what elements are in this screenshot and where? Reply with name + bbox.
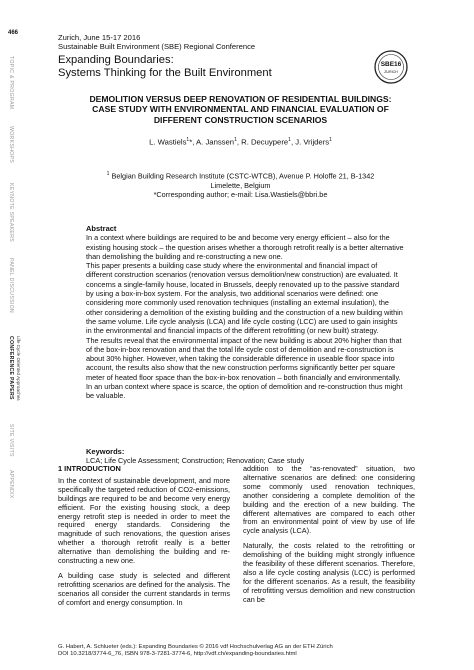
paper-title <box>58 94 423 125</box>
author-separator: *, <box>189 137 197 147</box>
footer-doi: DOI 10.3218/3774-6_76, ISBN 978-3-7281-3774-6, http://vdf.ch/expanding-boundaries.html <box>58 651 297 657</box>
keywords-section <box>86 447 404 466</box>
author-name: L. Wastiels <box>149 137 187 147</box>
introduction-right-column <box>243 465 415 611</box>
author-name: J. Vrijders <box>295 137 330 147</box>
abstract-heading: Abstract <box>86 224 117 233</box>
author-affil-mark: 1 <box>186 137 190 143</box>
introduction-left-column <box>58 465 230 614</box>
author-separator: , <box>290 137 296 147</box>
abstract-paragraph: In a context where buildings are required to be and become very energy efficient – also for the existing housing stock – the question arises whether a thorough retrofit really is a better alternative than demolishing the building and re-constructing a new one. <box>86 233 404 261</box>
side-nav-panel-discussion[interactable]: PANEL DISCUSSION <box>8 258 14 313</box>
page-footer <box>58 644 333 658</box>
body-paragraph: In the context of sustainable development, and more specifically the targeted reduction of CO2-emissions, buildings are required to be and become very energy efficient. For the existing housing stock, a deep energy retrofit step is needed in order to meet the required energy standards. Considering the magnitude of such renovations, the question arises whether a thorough retrofit really is a better alternative than demolishing the building and re-constructing a new one. <box>58 475 230 566</box>
conference-subtheme: Systems Thinking for the Built Environment <box>58 67 272 79</box>
side-navigation <box>0 0 44 670</box>
author-affil-mark: 1 <box>288 137 291 143</box>
side-nav-workshops[interactable]: WORKSHOPS <box>8 126 14 163</box>
affiliation-line: Limelette, Belgium <box>210 180 271 190</box>
keywords-text: LCA; Life Cycle Assessment; Construction; Renovation; Case study <box>86 456 305 466</box>
author-name: R. Decuypere <box>241 137 289 147</box>
abstract-paragraph: This paper presents a building case study where the environmental and financial impact of different construction scenarios (renovation versus demolition/new construction) are evaluated. It concerns a single-family house, located in Brussels, deeply renovated up to the passive standard by using a box-in-box system. For the analysis, two additional scenarios were defined: one considering more commonly used renovation techniques (installing an external insulation), the other considering a demolition of the existing building and the construction of a new building within the same volume. Life cycle analysis (LCA) and life cycle costing (LCC) are used to gain insights in the environmental and financial impacts of the different retrofitting (or new built) strategy. <box>86 261 403 336</box>
footer-citation: G. Habert, A. Schlueter (eds.): Expanding Boundaries © 2016 vdf Hochschulverlag AG an der ETH Zürich <box>58 644 333 650</box>
side-nav-appendix[interactable]: APPENDIX <box>8 470 14 499</box>
author-name: A. Janssen <box>196 137 235 147</box>
affiliation-mark: 1 <box>106 171 110 177</box>
paper-authors <box>58 137 423 147</box>
author-affil-mark: 1 <box>329 137 332 143</box>
title-line: DIFFERENT CONSTRUCTION SCENARIOS <box>153 114 328 125</box>
side-nav-site-visits[interactable]: SITE VISITS <box>8 424 14 457</box>
logo-text-main: SBE16 <box>380 61 402 68</box>
body-paragraph: Naturally, the costs related to the retrofitting or demolishing of the building might strongly influence the feasibility of these different scenarios. Therefore, also a life cycle costing analysis (LCC) is performed for the different scenarios. As a result, the feasibility of retrofitting versus demolition and new construction can be <box>243 541 415 604</box>
side-nav-conference-papers[interactable]: CONFERENCE PAPERS <box>8 336 14 400</box>
side-nav-sub-label: Life Cycle Oriented Approaches <box>16 336 21 401</box>
keywords-heading: Keywords: <box>86 447 125 456</box>
title-line: DEMOLITION VERSUS DEEP RENOVATION OF RESIDENTIAL BUILDINGS: <box>89 94 392 104</box>
side-nav-keynote-speakers[interactable]: KEYNOTE SPEAKERS <box>8 183 14 242</box>
sbe16-logo <box>374 50 408 84</box>
conference-header <box>58 33 368 80</box>
side-nav-topic-program[interactable]: TOPIC & PROGRAM <box>8 56 14 110</box>
body-paragraph: A building case study is selected and different retrofitting scenarios are defined for the analysis. The scenarios all consider the current standards in terms of comfort and energy consumption. In <box>58 570 230 607</box>
abstract-paragraph: The results reveal that the environmental impact of the new building is about 20% higher than that of the box-in-box renovation and that the total life cycle cost of demolition and re-construction is about 30% higher. However, when taking the considerable difference in useable floor space into account, the results also show that the new construction performs significantly better per square meter of heated floor space than the box-in-box renovation – both financially and environmentally. In an urban context where space is scarce, the option of demolition and re-construction thus might be valuable. <box>86 335 403 401</box>
logo-text-city: ZURICH <box>384 70 398 74</box>
page-number: 466 <box>8 30 19 36</box>
body-paragraph: addition to the “as-renovated” situation, two alternative scenarios are defined: one considering some commonly used renovation techniques, another considering a complete demolition of the building and the erection of a new building. The different alternatives are compared to each other from an environmental point of view by use of life cycle analysis (LCA). <box>243 464 415 536</box>
author-affil-mark: 1 <box>234 137 237 143</box>
introduction-heading: 1 INTRODUCTION <box>58 464 121 473</box>
author-affiliation <box>58 170 423 200</box>
conference-name: Sustainable Built Environment (SBE) Regional Conference <box>58 42 256 52</box>
corresponding-author: *Corresponding author; e-mail: Lisa.Wastiels@bbri.be <box>153 190 328 200</box>
affiliation-line: Belgian Building Research Institute (CSTC-WTCB), Avenue P. Holoffe 21, B-1342 <box>111 171 375 181</box>
abstract-section <box>86 224 404 401</box>
conference-date: Zurich, June 15-17 2016 <box>58 33 141 42</box>
title-line: CASE STUDY WITH ENVIRONMENTAL AND FINANCIAL EVALUATION OF <box>92 104 389 115</box>
conference-theme: Expanding Boundaries: <box>58 54 174 67</box>
author-separator: , <box>236 137 242 147</box>
